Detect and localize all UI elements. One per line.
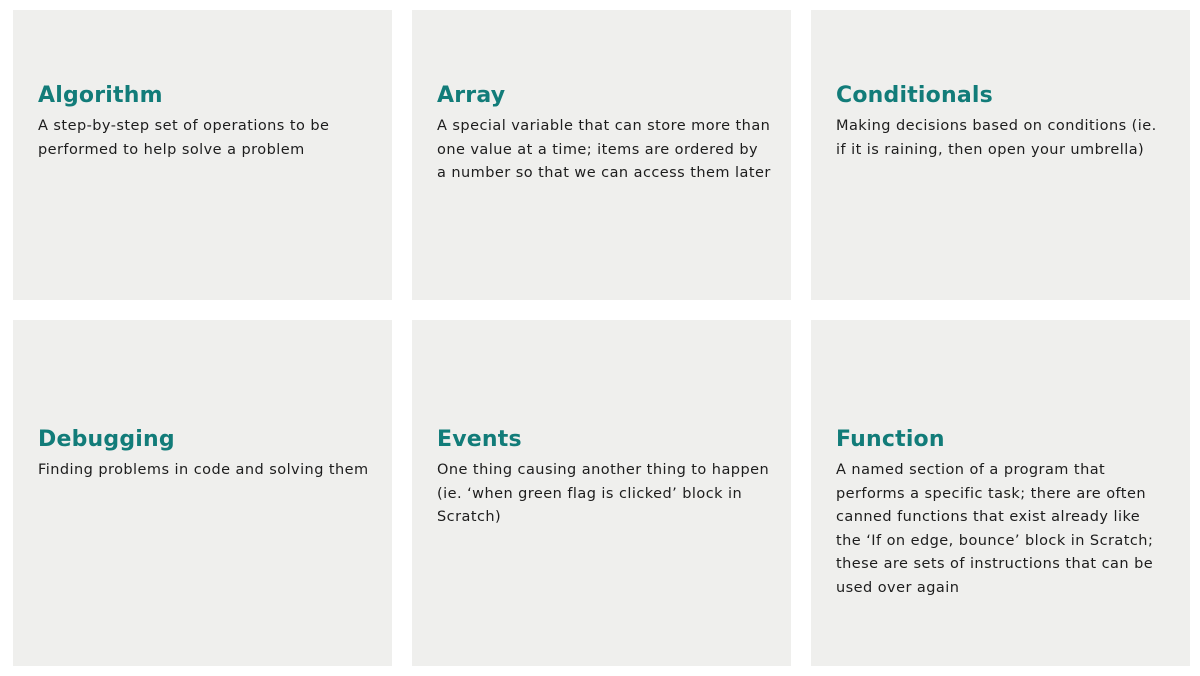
glossary-card-events	[412, 320, 791, 666]
card-definition: Making decisions based on conditions (ie. if it is raining, then open your umbrella)	[836, 118, 1157, 158]
card-term: Array	[437, 83, 506, 108]
card-definition: One thing causing another thing to happen (ie. ‘when green flag is clicked’ block in Scratch)	[437, 462, 770, 526]
glossary-card-algorithm	[13, 10, 392, 300]
glossary-card-conditionals	[811, 10, 1190, 300]
glossary-card-function	[811, 320, 1190, 666]
card-term: Debugging	[38, 427, 175, 452]
card-definition: Finding problems in code and solving them	[38, 462, 369, 478]
card-term: Conditionals	[836, 83, 993, 108]
card-definition: A step-by-step set of operations to be performed to help solve a problem	[38, 118, 330, 158]
card-term: Algorithm	[38, 83, 163, 108]
card-definition: A special variable that can store more than one value at a time; items are ordered by a number so that we can access them later	[437, 118, 771, 182]
card-term: Function	[836, 427, 945, 452]
glossary-card-debugging	[13, 320, 392, 666]
glossary-card-array	[412, 10, 791, 300]
card-term: Events	[437, 427, 522, 452]
card-definition: A named section of a program that performs a specific task; there are often canned functions that exist already like the ‘If on edge, bounce’ block in Scratch; these are sets of instructions that can be used over again	[836, 462, 1154, 596]
